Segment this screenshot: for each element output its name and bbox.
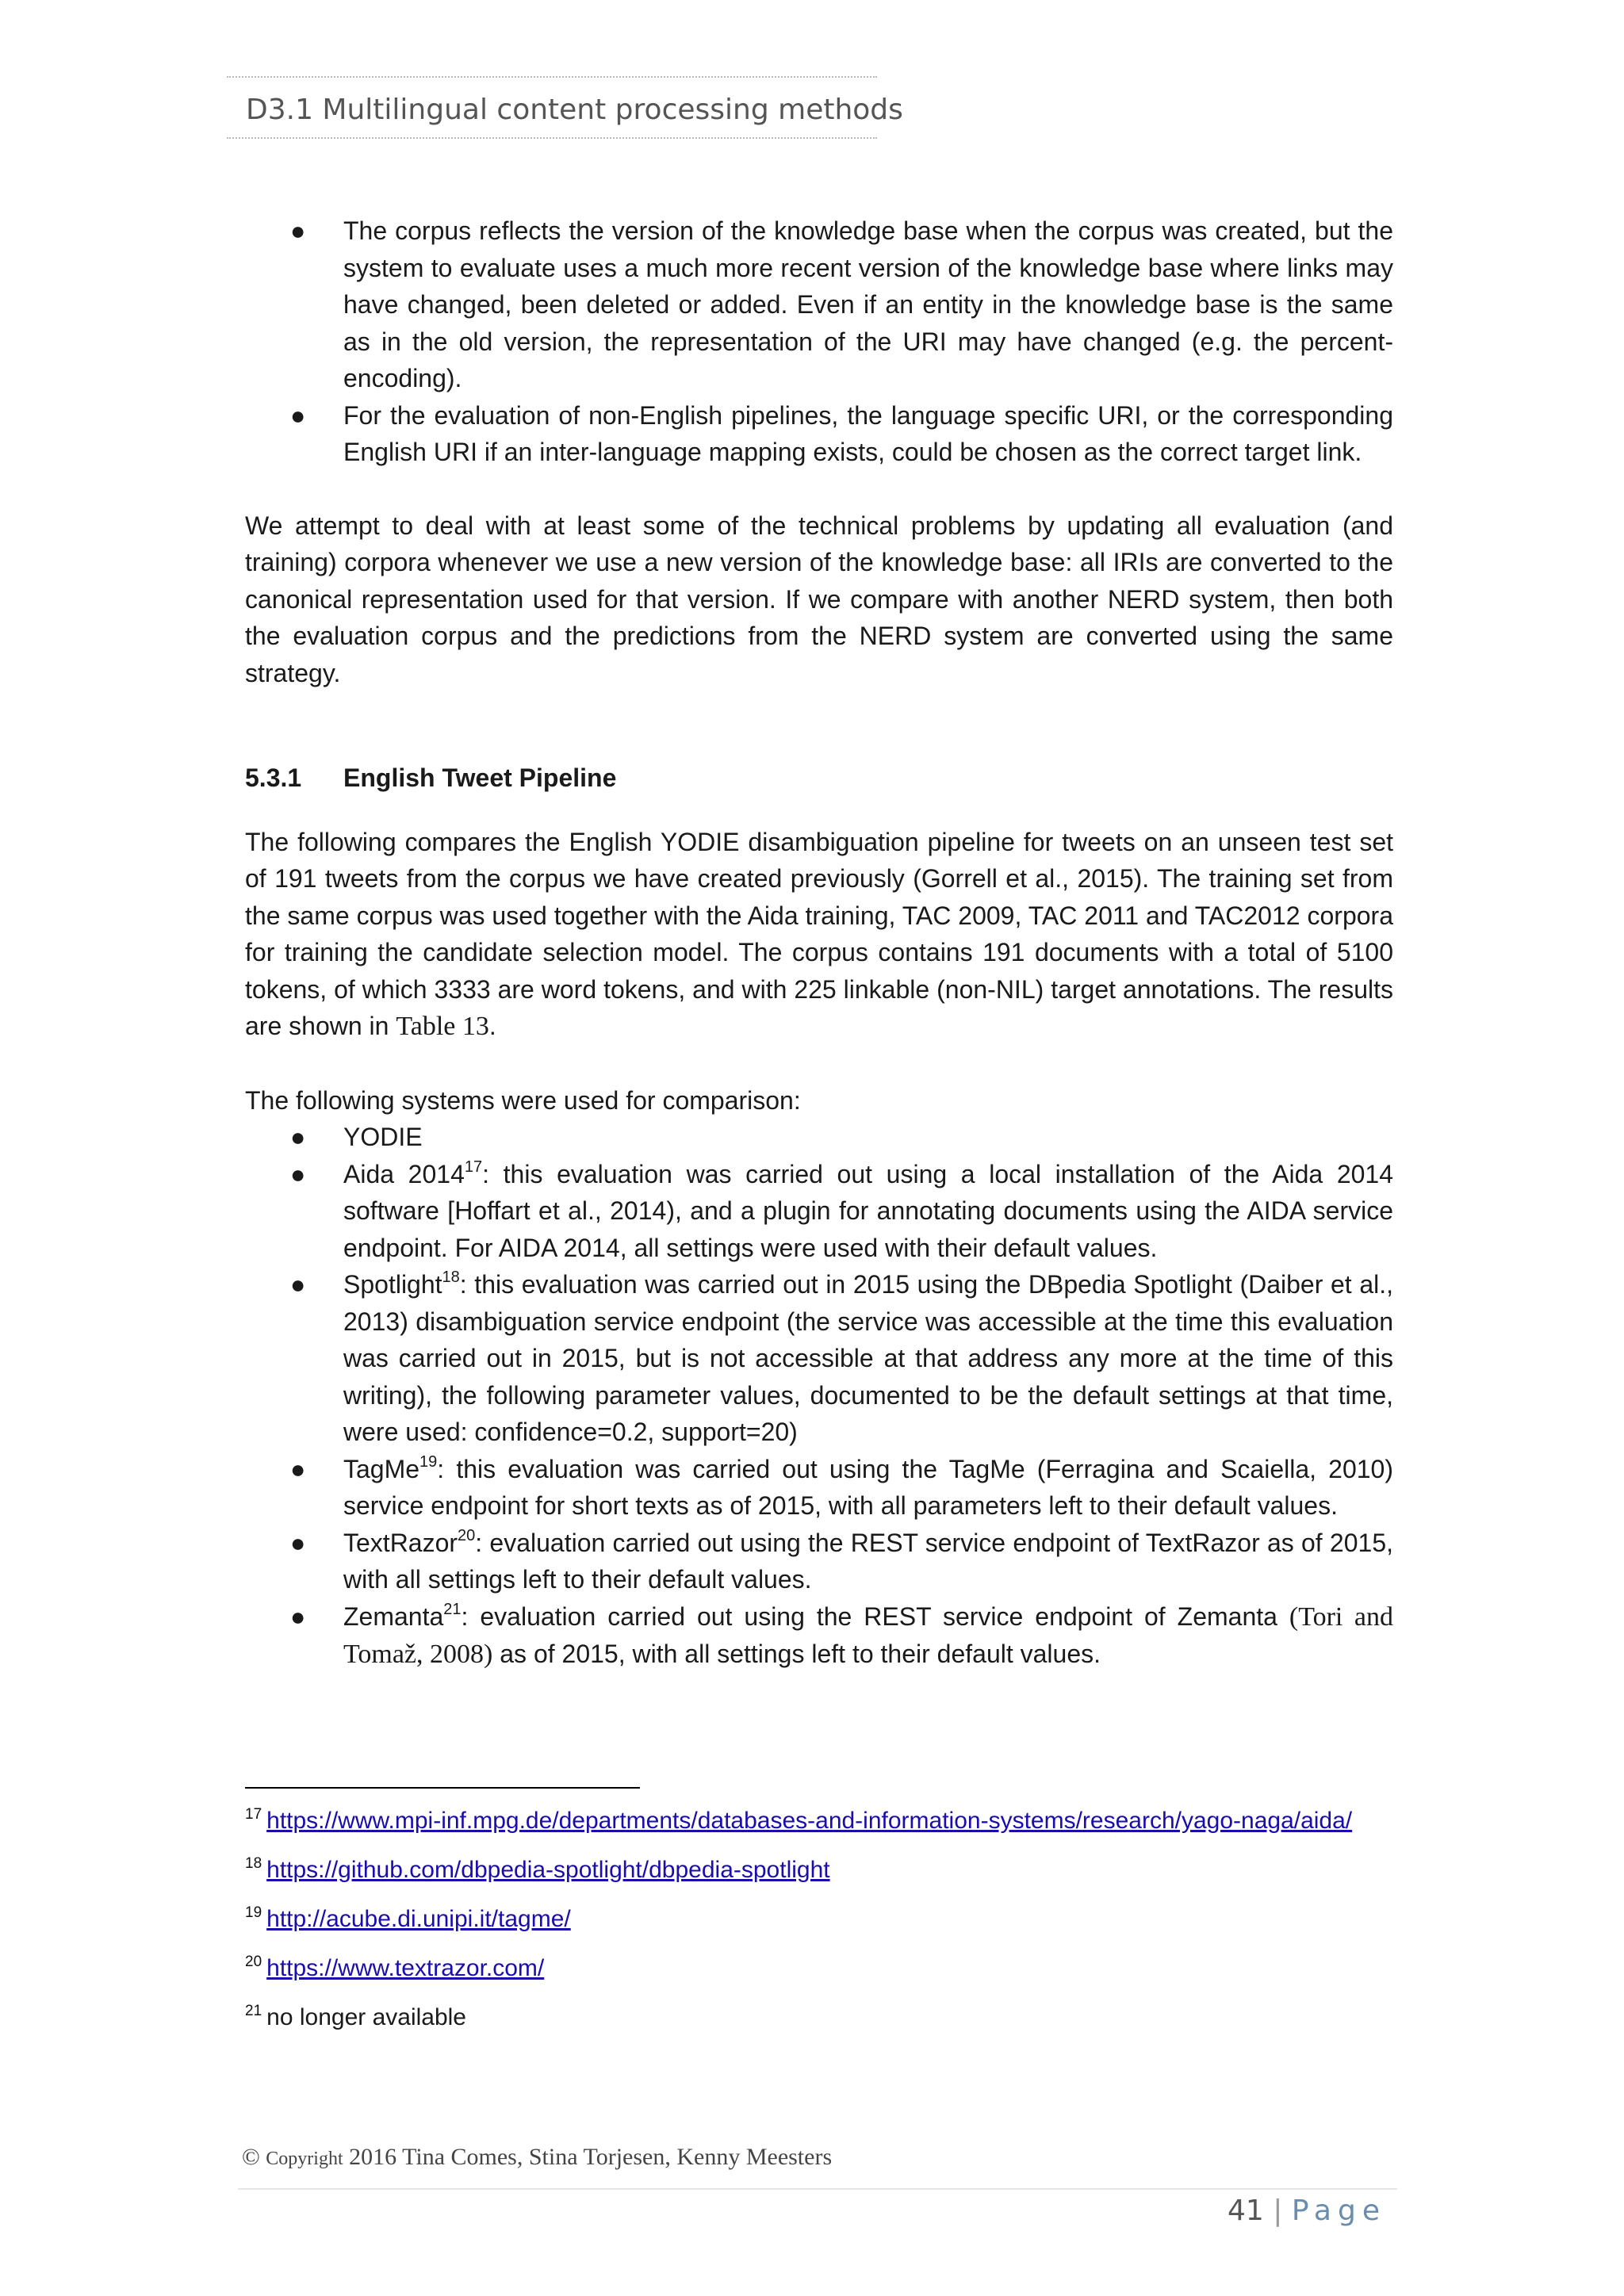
footnote-ref[interactable]: 20 (458, 1526, 476, 1544)
page-number: 41 | Page (1227, 2195, 1386, 2227)
footnote-ref[interactable]: 17 (464, 1158, 483, 1176)
copyright-notice: © Copyright 2016 Tina Comes, Stina Torjesen, Kenny Meesters (242, 2144, 833, 2170)
copyright-symbol: © (242, 2144, 260, 2170)
bullet-icon: ● (290, 1528, 306, 1557)
paragraph-technical-problems: We attempt to deal with at least some of the technical problems by updating all evaluation (and training) corpora whenever we use a new version of the knowledge base: all IRIs are converted to the canonical representation used for that version. If we compare with another NERD system, then both the evaluation corpus and the predictions from the NERD system are converted using the same strategy. (245, 511, 1393, 687)
footnote-link[interactable]: http://acube.di.unipi.it/tagme/ (266, 1906, 571, 1932)
header-title: D3.1 Multilingual content processing methods (246, 94, 903, 126)
footnote-link[interactable]: https://github.com/dbpedia-spotlight/dbpedia-spotlight (266, 1857, 830, 1883)
footnote-ref[interactable]: 21 (443, 1600, 462, 1618)
bullet-icon: ● (290, 1601, 306, 1631)
footnote-21: $^{21}$ no longer available (245, 2003, 466, 2030)
bullet-icon: ● (290, 1123, 306, 1151)
comparison-intro: The following systems were used for comparison: (245, 1085, 801, 1115)
bullet-icon: ● (290, 1454, 306, 1483)
section-title: English Tweet Pipeline (343, 763, 617, 792)
footnote-separator (245, 1787, 640, 1789)
systems-list (245, 1119, 1393, 1674)
footnote-link[interactable]: https://www.textrazor.com/ (266, 1955, 545, 1981)
list-item: ● For the evaluation of non-English pipelines, the language specific URI, or the corresponding English URI if an inter-language mapping exists, could be chosen as the correct target link. (343, 397, 1393, 471)
footnote-17: $^{17}$ https://www.mpi-inf.mpg.de/departments/databases-and-information-systems/research/yago-naga/aida/ (245, 1806, 1353, 1834)
running-header (227, 76, 903, 139)
list-item-yodie: ● YODIE (343, 1119, 1393, 1156)
section-number: 5.3.1 (245, 763, 302, 792)
bullet-icon: ● (290, 1270, 306, 1299)
footnote-link[interactable]: https://www.mpi-inf.mpg.de/departments/databases-and-information-systems/research/yago-naga/aida/ (266, 1808, 1353, 1834)
bullet-icon: ● (290, 400, 306, 430)
footnote-18: $^{18}$ https://github.com/dbpedia-spotlight/dbpedia-spotlight (245, 1855, 830, 1883)
list-item-textrazor: ● TextRazor$^{20}$: evaluation carried out using the REST service endpoint of TextRazor as of 2015, with all settings left to their default values. (343, 1525, 1393, 1598)
list-item-tagme: ● TagMe$^{19}$: this evaluation was carried out using the TagMe (Ferragina and Scaiella, 2010) service endpoint for short texts as of 2015, with all parameters left to their default values. (343, 1451, 1393, 1525)
list-item-spotlight: ● Spotlight$^{18}$: this evaluation was carried out in 2015 using the DBpedia Spotlight (Daiber et al., 2013) disambiguation service endpoint (the service was accessible at the time this evaluation was carried out in 2015, but is not accessible at that address any more at the time of this writing), the following parameter values, documented to be the default settings at that time, were used: confidence=0.2, support=20) (343, 1266, 1393, 1451)
bullet-icon: ● (290, 1159, 306, 1188)
body-content (245, 212, 1393, 1674)
list-item-zemanta: ● Zemanta$^{21}$: evaluation carried out using the REST service endpoint of Zemanta (Tori and Tomaž, 2008) as of 2015, with all settings left to their default values. (343, 1598, 1393, 1674)
paragraph-tweet-pipeline: The following compares the English YODIE disambiguation pipeline for tweets on an unseen test set of 191 tweets from the corpus we have created previously (Gorrell et al., 2015). The training set from the same corpus was used together with the Aida training, TAC 2009, TAC 2011 and TAC2012 corpora for training the candidate selection model. The corpus contains 191 documents with a total of 5100 tokens, of which 3333 are word tokens, and with 225 linkable (non-NIL) target annotations. The results are shown in Table 13. (245, 827, 1393, 1041)
footnote-ref[interactable]: 19 (419, 1452, 438, 1471)
list-item: ● The corpus reflects the version of the knowledge base when the corpus was created, but the system to evaluate uses a much more recent version of the knowledge base where links may have changed, been deleted or added. Even if an entity in the knowledge base is the same as in the old version, the representation of the URI may have changed (e.g. the percent-encoding). (343, 212, 1393, 397)
issues-list (245, 212, 1393, 471)
footnote-20: $^{20}$ https://www.textrazor.com/ (245, 1954, 545, 1981)
list-item-aida: ● Aida 2014$^{17}$: this evaluation was carried out using a local installation of the Aida 2014 software [Hoffart et al., 2014), and a plugin for annotating documents using the AIDA service endpoint. For AIDA 2014, all settings were used with their default values. (343, 1156, 1393, 1267)
footer-rule (238, 2188, 1397, 2190)
citation: (Tori and Tomaž, 2008) (343, 1601, 1394, 1669)
bullet-icon: ● (290, 216, 306, 245)
table-reference: Table 13 (396, 1012, 489, 1041)
footnote-ref[interactable]: 18 (442, 1269, 460, 1286)
section-heading (245, 760, 1393, 797)
header-bottom-rule (227, 137, 877, 139)
footnotes (245, 1804, 1393, 2034)
footnote-19: $^{19}$ http://acube.di.unipi.it/tagme/ (245, 1904, 571, 1932)
